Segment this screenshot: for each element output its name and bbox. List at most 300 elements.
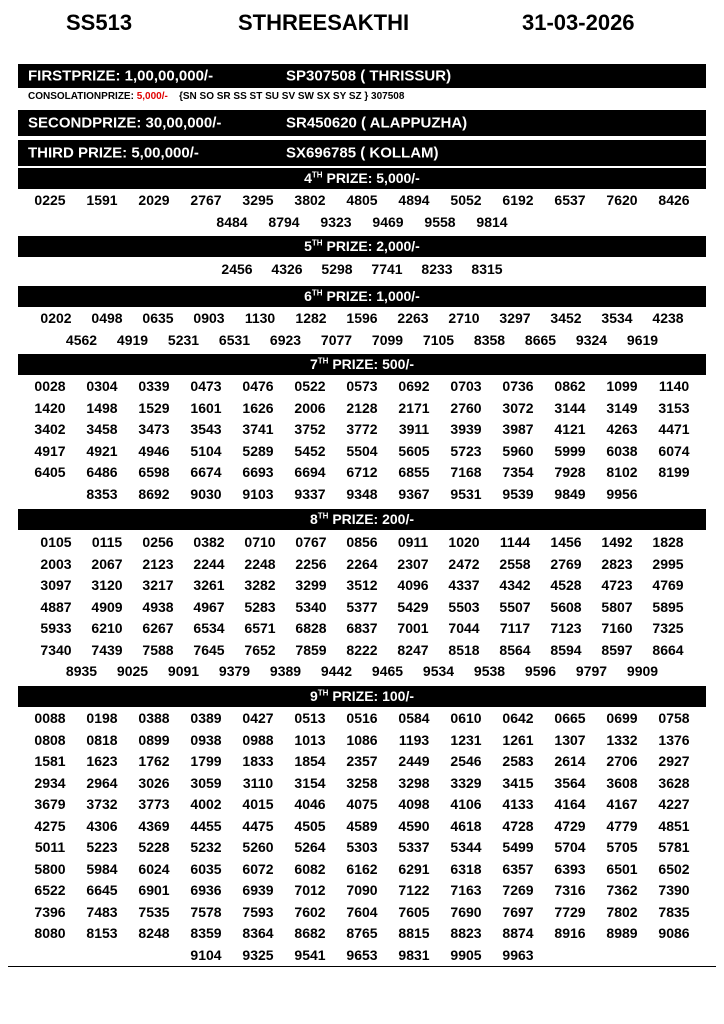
winning-number: 1307 <box>554 731 586 748</box>
winning-number: 6828 <box>295 620 327 636</box>
winning-number: 4562 <box>65 331 98 348</box>
winning-number: 4728 <box>502 817 534 834</box>
winning-number: 9558 <box>424 213 456 230</box>
third-prize-ticket: SX696785 ( KOLLAM) <box>286 144 439 162</box>
winning-number: 7697 <box>502 903 534 920</box>
winning-number: 4096 <box>397 577 429 593</box>
winning-number: 3772 <box>346 421 378 437</box>
winning-number: 5705 <box>606 839 638 855</box>
winning-number: 3608 <box>606 774 638 791</box>
winning-number: 1231 <box>450 731 482 748</box>
winning-number: 0476 <box>242 378 274 394</box>
winning-number: 8315 <box>471 261 503 277</box>
winning-number: 1261 <box>502 731 534 748</box>
winning-number: 3679 <box>34 796 66 812</box>
winning-number: 2583 <box>502 753 534 769</box>
winning-number: 1099 <box>606 378 638 394</box>
winning-number: 3026 <box>138 774 170 791</box>
winning-number: 8594 <box>550 641 582 658</box>
winning-number: 3217 <box>142 577 174 593</box>
winning-number: 0427 <box>242 710 274 726</box>
winning-number: 3059 <box>190 774 222 791</box>
winning-number: 0665 <box>554 710 586 726</box>
winning-number: 4946 <box>138 442 170 459</box>
winning-number: 9963 <box>502 946 534 963</box>
winning-number: 8794 <box>268 213 300 230</box>
winning-number: 9534 <box>422 663 455 679</box>
winning-number: 0911 <box>397 534 429 550</box>
winning-number: 9367 <box>398 485 430 502</box>
winning-number: 1828 <box>652 534 684 550</box>
seventh-prize-header <box>18 354 706 375</box>
winning-number: 7928 <box>554 464 586 480</box>
winning-number: 5999 <box>554 442 586 459</box>
winning-number: 9956 <box>606 485 638 502</box>
winning-number: 5011 <box>34 839 66 855</box>
winning-number: 3120 <box>91 577 123 593</box>
winning-number: 4263 <box>606 421 638 437</box>
winning-number: 8233 <box>421 261 453 277</box>
winning-number: 6693 <box>242 464 274 480</box>
winning-number: 8518 <box>448 641 480 658</box>
winning-number: 3802 <box>294 192 326 208</box>
consolation-prize-series: {SN SO SR SS ST SU SV SW SX SY SZ } 307508 <box>178 91 405 102</box>
winning-number: 2760 <box>450 399 482 416</box>
winning-number: 4475 <box>242 817 274 834</box>
winning-number: 6571 <box>244 620 276 636</box>
winning-number: 4909 <box>91 598 123 615</box>
winning-number: 5504 <box>346 442 378 459</box>
winning-number: 2456 <box>221 261 253 277</box>
winning-number: 6405 <box>34 464 66 480</box>
winning-number: 9104 <box>190 946 222 963</box>
winning-number: 7483 <box>86 903 118 920</box>
winning-number: 5429 <box>397 598 429 615</box>
winning-number: 0767 <box>295 534 327 550</box>
winning-number: 1626 <box>242 399 274 416</box>
winning-number: 5298 <box>321 261 353 277</box>
winning-number: 3473 <box>138 421 170 437</box>
winning-number: 6072 <box>242 860 274 877</box>
winning-number: 3329 <box>450 774 482 791</box>
winning-number: 8815 <box>398 925 430 941</box>
consolation-prize-amount: 5,000/- <box>136 91 168 102</box>
winning-number: 5895 <box>652 598 684 615</box>
winning-number: 4528 <box>550 577 582 593</box>
seventh-prize-numbers <box>18 376 706 505</box>
winning-number: 2003 <box>40 555 72 572</box>
winning-number: 9086 <box>658 925 690 941</box>
winning-number: 0513 <box>294 710 326 726</box>
winning-number: 2307 <box>397 555 429 572</box>
winning-number: 0692 <box>398 378 430 394</box>
second-prize-bar <box>18 110 706 136</box>
winning-number: 8692 <box>138 485 170 502</box>
winning-number: 4326 <box>271 261 303 277</box>
prize-label: PRIZE: 500/- <box>328 356 415 372</box>
first-prize-bar <box>18 64 706 88</box>
winning-number: 8989 <box>606 925 638 941</box>
winning-number: 7325 <box>652 620 684 636</box>
winning-number: 6502 <box>658 860 690 877</box>
winning-number: 0202 <box>40 310 72 326</box>
winning-number: 4306 <box>86 817 118 834</box>
winning-number: 1376 <box>658 731 690 748</box>
winning-number: 4779 <box>606 817 638 834</box>
winning-number: 8248 <box>138 925 170 941</box>
winning-number: 7077 <box>320 331 353 348</box>
winning-number: 5507 <box>499 598 531 615</box>
winning-number: 7354 <box>502 464 534 480</box>
winning-number: 7604 <box>346 903 378 920</box>
winning-number: 5781 <box>658 839 690 855</box>
winning-number: 4342 <box>499 577 531 593</box>
winning-number: 6712 <box>346 464 378 480</box>
winning-number: 5264 <box>294 839 326 855</box>
winning-number: 1020 <box>448 534 480 550</box>
winning-number: 1144 <box>499 534 531 550</box>
winning-number: 3534 <box>601 310 633 326</box>
winning-number: 1833 <box>242 753 274 769</box>
winning-number: 4002 <box>190 796 222 812</box>
winning-number: 5283 <box>244 598 276 615</box>
winning-number: 8874 <box>502 925 534 941</box>
winning-number: 5232 <box>190 839 222 855</box>
winning-number: 2248 <box>244 555 276 572</box>
winning-number: 8364 <box>242 925 274 941</box>
winning-number: 5289 <box>242 442 274 459</box>
winning-number: 8665 <box>524 331 557 348</box>
winning-number: 4098 <box>398 796 430 812</box>
winning-number: 8102 <box>606 464 638 480</box>
winning-number: 6024 <box>138 860 170 877</box>
winning-number: 6082 <box>294 860 326 877</box>
prize-ordinal-suffix: TH <box>317 356 329 366</box>
winning-number: 0808 <box>34 731 66 748</box>
winning-number: 6936 <box>190 882 222 898</box>
winning-number: 1591 <box>86 192 118 208</box>
winning-number: 6522 <box>34 882 66 898</box>
winning-number: 6534 <box>193 620 225 636</box>
winning-number: 4851 <box>658 817 690 834</box>
winning-number: 9619 <box>626 331 659 348</box>
winning-number: 8153 <box>86 925 118 941</box>
winning-number: 4337 <box>448 577 480 593</box>
winning-number: 1332 <box>606 731 638 748</box>
winning-number: 5960 <box>502 442 534 459</box>
winning-number: 5503 <box>448 598 480 615</box>
winning-number: 4227 <box>658 796 690 812</box>
winning-number: 6486 <box>86 464 118 480</box>
winning-number: 0736 <box>502 378 534 394</box>
prize-ordinal: 7 <box>309 356 318 372</box>
winning-number: 2472 <box>448 555 480 572</box>
winning-number: 8199 <box>658 464 690 480</box>
sixth-prize-header <box>18 286 706 307</box>
winning-number: 3298 <box>398 774 430 791</box>
winning-number: 3258 <box>346 774 378 791</box>
winning-number: 5800 <box>34 860 66 877</box>
winning-number: 1596 <box>346 310 378 326</box>
winning-number: 5377 <box>346 598 378 615</box>
winning-number: 2006 <box>294 399 326 416</box>
winning-number: 7835 <box>658 903 690 920</box>
prize-label: PRIZE: 2,000/- <box>322 238 420 254</box>
winning-number: 6694 <box>294 464 326 480</box>
winning-number: 9849 <box>554 485 586 502</box>
draw-code: SS513 <box>66 10 133 35</box>
consolation-prize-line <box>28 91 404 102</box>
winning-number: 8765 <box>346 925 378 941</box>
winning-number: 8353 <box>86 485 118 502</box>
ninth-prize-numbers <box>18 708 706 966</box>
winning-number: 3299 <box>295 577 327 593</box>
winning-number: 5104 <box>190 442 222 459</box>
prize-ordinal-suffix: TH <box>311 170 323 180</box>
winning-number: 7605 <box>398 903 430 920</box>
winning-number: 4723 <box>601 577 633 593</box>
prize-ordinal: 6 <box>304 288 312 304</box>
winning-number: 8247 <box>397 641 429 658</box>
winning-number: 3402 <box>34 421 66 437</box>
winning-number: 8664 <box>652 641 684 658</box>
winning-number: 4938 <box>142 598 174 615</box>
winning-number: 6074 <box>658 442 690 459</box>
winning-number: 4590 <box>398 817 430 834</box>
winning-number: 3564 <box>554 774 586 791</box>
winning-number: 5303 <box>346 839 378 855</box>
winning-number: 6674 <box>190 464 222 480</box>
winning-number: 0389 <box>190 710 222 726</box>
winning-number: 0642 <box>502 710 534 726</box>
winning-number: 3741 <box>242 421 274 437</box>
winning-number: 7105 <box>422 331 455 348</box>
prize-ordinal: 4 <box>304 170 312 186</box>
winning-number: 4121 <box>554 421 586 437</box>
winning-number: 7269 <box>502 882 534 898</box>
winning-number: 9025 <box>116 663 149 679</box>
winning-number: 2706 <box>606 753 638 769</box>
winning-number: 2263 <box>397 310 429 326</box>
winning-number: 7117 <box>499 620 531 636</box>
prize-label: PRIZE: 100/- <box>328 688 415 704</box>
winning-number: 6192 <box>502 192 534 208</box>
winning-number: 1581 <box>34 753 66 769</box>
winning-number: 0339 <box>138 378 170 394</box>
winning-number: 4133 <box>502 796 534 812</box>
winning-number: 0903 <box>193 310 225 326</box>
winning-number: 7316 <box>554 882 586 898</box>
prize-label: PRIZE: 5,000/- <box>322 170 420 186</box>
winning-number: 6531 <box>218 331 251 348</box>
winning-number: 2767 <box>190 192 222 208</box>
winning-number: 5340 <box>295 598 327 615</box>
lottery-name: STHREESAKTHI <box>238 10 410 35</box>
prize-label: PRIZE: 200/- <box>328 511 415 527</box>
winning-number: 2128 <box>346 399 378 416</box>
winning-number: 7001 <box>397 620 429 636</box>
winning-number: 1130 <box>244 310 276 326</box>
winning-number: 5608 <box>550 598 582 615</box>
winning-number: 4238 <box>652 310 684 326</box>
winning-number: 0088 <box>34 710 66 726</box>
winning-number: 2558 <box>499 555 531 572</box>
prize-ordinal-suffix: TH <box>317 688 329 698</box>
third-prize-label: THIRD PRIZE: 5,00,000/- <box>28 144 199 162</box>
winning-number: 4167 <box>606 796 638 812</box>
winning-number: 7645 <box>193 641 225 658</box>
winning-number: 4505 <box>294 817 326 834</box>
winning-number: 4106 <box>450 796 482 812</box>
bottom-rule <box>8 966 716 967</box>
winning-number: 2546 <box>450 753 482 769</box>
winning-number: 0818 <box>86 731 118 748</box>
winning-number: 1013 <box>294 731 326 748</box>
winning-number: 4887 <box>40 598 72 615</box>
winning-number: 4805 <box>346 192 378 208</box>
winning-number: 1854 <box>294 753 326 769</box>
winning-number: 2934 <box>34 774 66 791</box>
winning-number: 3628 <box>658 774 690 791</box>
winning-number: 0899 <box>138 731 170 748</box>
winning-number: 0225 <box>34 192 66 208</box>
winning-number: 7578 <box>190 903 222 920</box>
winning-number: 7593 <box>242 903 274 920</box>
winning-number: 1498 <box>86 399 118 416</box>
winning-number: 9469 <box>372 213 404 230</box>
winning-number: 5337 <box>398 839 430 855</box>
prize-ordinal-suffix: TH <box>317 511 329 521</box>
winning-number: 6598 <box>138 464 170 480</box>
winning-number: 3154 <box>294 774 326 791</box>
winning-number: 0498 <box>91 310 123 326</box>
draw-date: 31-03-2026 <box>522 10 635 35</box>
winning-number: 1492 <box>601 534 633 550</box>
winning-number: 9797 <box>575 663 608 679</box>
winning-number: 0388 <box>138 710 170 726</box>
fourth-prize-numbers <box>18 190 706 233</box>
winning-number: 7390 <box>658 882 690 898</box>
winning-number: 3097 <box>40 577 72 593</box>
winning-number: 6837 <box>346 620 378 636</box>
winning-number: 2029 <box>138 192 170 208</box>
winning-number: 3732 <box>86 796 118 812</box>
winning-number: 9596 <box>524 663 557 679</box>
winning-number: 7439 <box>91 641 123 658</box>
winning-number: 2264 <box>346 555 378 572</box>
winning-number: 9465 <box>371 663 404 679</box>
winning-number: 0105 <box>40 534 72 550</box>
winning-number: 3261 <box>193 577 225 593</box>
winning-number: 0758 <box>658 710 690 726</box>
winning-number: 4729 <box>554 817 586 834</box>
winning-number: 3153 <box>658 399 690 416</box>
winning-number: 6645 <box>86 882 118 898</box>
winning-number: 5260 <box>242 839 274 855</box>
winning-number: 5052 <box>450 192 482 208</box>
winning-number: 2927 <box>658 753 690 769</box>
winning-number: 7741 <box>371 261 403 277</box>
winning-number: 4471 <box>658 421 690 437</box>
winning-number: 5723 <box>450 442 482 459</box>
winning-number: 9831 <box>398 946 430 963</box>
winning-number: 5499 <box>502 839 534 855</box>
eighth-prize-header <box>18 509 706 530</box>
winning-number: 5933 <box>40 620 72 636</box>
winning-number: 8823 <box>450 925 482 941</box>
winning-number: 5984 <box>86 860 118 877</box>
winning-number: 7163 <box>450 882 482 898</box>
winning-number: 6855 <box>398 464 430 480</box>
winning-number: 6267 <box>142 620 174 636</box>
winning-number: 1420 <box>34 399 66 416</box>
winning-number: 6210 <box>91 620 123 636</box>
fourth-prize-header <box>18 168 706 189</box>
winning-number: 7535 <box>138 903 170 920</box>
winning-number: 8426 <box>658 192 690 208</box>
eighth-prize-numbers <box>18 532 706 683</box>
winning-number: 4015 <box>242 796 274 812</box>
winning-number: 0862 <box>554 378 586 394</box>
prize-ordinal-suffix: TH <box>311 288 323 298</box>
winning-number: 4046 <box>294 796 326 812</box>
winning-number: 6939 <box>242 882 274 898</box>
fifth-prize-header <box>18 236 706 257</box>
third-prize-bar <box>18 140 706 166</box>
prize-ordinal: 8 <box>309 511 318 527</box>
winning-number: 0473 <box>190 378 222 394</box>
winning-number: 9538 <box>473 663 506 679</box>
winning-number: 2449 <box>398 753 430 769</box>
winning-number: 6162 <box>346 860 378 877</box>
winning-number: 5228 <box>138 839 170 855</box>
fifth-prize-numbers <box>18 259 706 281</box>
winning-number: 7044 <box>448 620 480 636</box>
winning-number: 7729 <box>554 903 586 920</box>
winning-number: 7160 <box>601 620 633 636</box>
winning-number: 9389 <box>269 663 302 679</box>
winning-number: 7620 <box>606 192 638 208</box>
winning-number: 2171 <box>398 399 430 416</box>
winning-number: 8916 <box>554 925 586 941</box>
winning-number: 3458 <box>86 421 118 437</box>
winning-number: 9103 <box>242 485 274 502</box>
winning-number: 6318 <box>450 860 482 877</box>
winning-number: 3512 <box>346 577 378 593</box>
prize-ordinal-suffix: TH <box>311 238 323 248</box>
winning-number: 7652 <box>244 641 276 658</box>
winning-number: 7090 <box>346 882 378 898</box>
winning-number: 7690 <box>450 903 482 920</box>
first-prize-ticket: SP307508 ( THRISSUR) <box>286 67 452 85</box>
winning-number: 9909 <box>626 663 659 679</box>
winning-number: 9905 <box>450 946 482 963</box>
winning-number: 3295 <box>242 192 274 208</box>
winning-number: 1799 <box>190 753 222 769</box>
winning-number: 2710 <box>448 310 480 326</box>
winning-number: 6901 <box>138 882 170 898</box>
winning-number: 9541 <box>294 946 326 963</box>
winning-number: 4075 <box>346 796 378 812</box>
winning-number: 6357 <box>502 860 534 877</box>
winning-number: 9653 <box>346 946 378 963</box>
winning-number: 4769 <box>652 577 684 593</box>
winning-number: 5344 <box>450 839 482 855</box>
winning-number: 0699 <box>606 710 638 726</box>
winning-number: 6291 <box>398 860 430 877</box>
consolation-prize-label: CONSOLATIONPRIZE: <box>28 91 137 102</box>
winning-number: 2614 <box>554 753 586 769</box>
